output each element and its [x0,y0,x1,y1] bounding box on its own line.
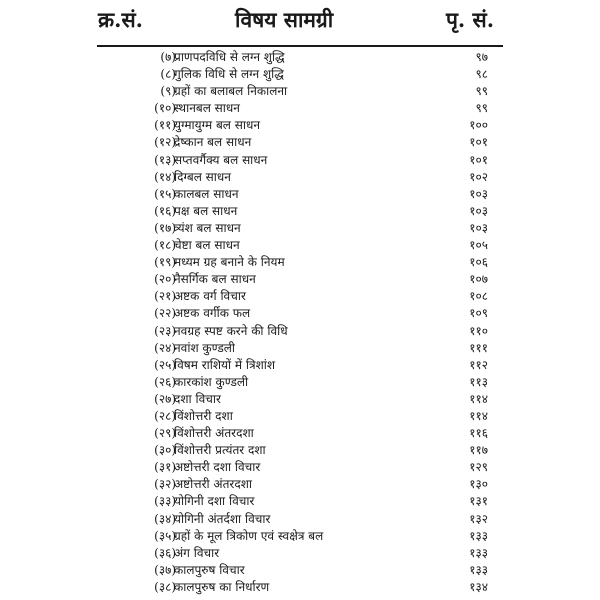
toc-entry [0,442,600,459]
entry-number: (७) [160,50,176,64]
entry-title: ग्रहों का बलाबल निकालना [174,84,288,99]
entry-page-number: १०५ [469,238,488,253]
entry-page-number: ९८ [475,67,488,82]
toc-entry [0,152,600,169]
entry-page-number: ११० [469,323,488,338]
entry-page-number: १३३ [469,528,488,543]
entry-title: अष्टोत्तरी दशा विचार [174,460,261,475]
toc-entry [0,134,600,151]
entry-title: नैसर्गिक बल साधन [174,272,256,287]
entry-title: पक्ष बल साधन [174,203,238,218]
entry-page-number: १३३ [469,545,488,560]
page-number-heading: पृ. सं. [446,7,495,32]
entry-page-number: १०७ [469,272,488,287]
toc-entry [0,220,600,237]
entry-page-number: १०८ [469,289,488,304]
entry-page-number: १०० [469,118,488,133]
entry-title: दशा विचार [174,391,221,406]
entry-title: सप्तवर्गैक्य बल साधन [174,152,268,167]
entry-page-number: ११३ [469,374,488,389]
contents-heading: विषय सामग्री [235,7,334,32]
entry-number: (३६) [154,545,176,560]
entry-number: (१४) [154,169,176,184]
entry-number: (१८) [154,238,176,253]
entry-number: (११) [154,118,176,133]
entry-title: अष्टोत्तरी अंतरदशा [174,477,252,492]
entry-number: (२५) [154,357,176,372]
entry-page-number: १०१ [469,152,488,167]
entry-title: योगिनी अंतर्दशा विचार [174,511,271,526]
entry-number: (२६) [154,374,176,389]
entry-number: (२२) [154,306,176,321]
entry-page-number: ११२ [469,357,488,372]
entry-title: मध्यम ग्रह बनाने के नियम [174,255,285,270]
entry-number: (२४) [154,340,176,355]
entry-title: योगिनी दशा विचार [174,494,255,509]
entry-page-number: ११४ [469,408,488,423]
entry-page-number: १०३ [469,186,488,201]
toc-entry [0,579,600,596]
entry-page-number: १०३ [469,220,488,235]
entry-number: (३१) [154,460,176,475]
entry-title: चेष्टा बल साधन [174,238,240,253]
toc-entry [0,408,600,425]
toc-entry [0,288,600,305]
entry-title: नवांश कुण्डली [174,340,235,355]
entry-number: (१७) [154,220,176,235]
serial-number-heading: क्र.सं. [98,7,143,32]
entry-page-number: १२९ [469,460,488,475]
toc-entry [0,83,600,100]
toc-entry [0,271,600,288]
toc-entry [0,493,600,510]
entry-page-number: १०२ [469,169,488,184]
entry-number: (३३) [154,494,176,509]
entry-title: अंग विचार [174,545,220,560]
toc-entry [0,425,600,442]
entry-number: (२०) [154,272,176,287]
toc-entry [0,186,600,203]
entry-title: विषम राशियों में त्रिशांश [174,357,276,372]
toc-entry [0,459,600,476]
toc-entry [0,528,600,545]
entry-title: कालपुरुष का निर्धारण [174,579,270,594]
entry-title: द्रेष्कान बल साधन [174,135,252,150]
entry-title: गुलिक विधि से लग्न शुद्धि [174,67,284,82]
entry-title: प्राणपदविधि से लग्न शुद्धि [174,50,285,64]
entry-title: विंशोत्तरी अंतरदशा [174,426,254,441]
toc-entry [0,476,600,493]
entry-page-number: १३२ [469,511,488,526]
entry-title: विंशोत्तरी प्रत्यंतर दशा [174,443,266,458]
entry-number: (३२) [154,477,176,492]
entry-number: (९) [160,84,176,99]
entry-page-number: ९९ [475,101,488,116]
toc-entry [0,323,600,340]
entry-title: नवग्रह स्पष्ट करने की विधि [174,323,288,338]
toc-entry [0,66,600,83]
entry-page-number: ११४ [469,391,488,406]
entry-page-number: ११६ [469,426,488,441]
entry-page-number: ९७ [475,50,488,64]
entry-number: (१२) [154,135,176,150]
entry-number: (२७) [154,391,176,406]
entry-title: युग्मायुग्म बल साधन [174,118,261,133]
toc-entry [0,545,600,562]
entry-number: (३८) [154,579,176,594]
entry-page-number: १०६ [469,255,488,270]
table-of-contents [0,49,600,596]
entry-number: (३४) [154,511,176,526]
entry-page-number: ११७ [469,443,488,458]
entry-number: (२८) [154,408,176,423]
toc-entry [0,357,600,374]
entry-page-number: १३३ [469,562,488,577]
toc-entry [0,203,600,220]
entry-page-number: १११ [469,340,488,355]
entry-title: कालपुरुष विचार [174,562,245,577]
entry-number: (३५) [154,528,176,543]
entry-title: अष्टक वर्गीक फल [174,306,251,321]
entry-title: ग्रहों के मूल त्रिकोण एवं स्वक्षेत्र बल [174,528,324,543]
entry-number: (२१) [154,289,176,304]
entry-number: (३७) [154,562,176,577]
toc-entry [0,374,600,391]
entry-number: (१०) [154,101,176,116]
header-divider [97,45,503,47]
toc-entry [0,340,600,357]
toc-entry [0,305,600,322]
entry-title: कालबल साधन [174,186,239,201]
toc-header [0,6,600,40]
entry-page-number: १३४ [469,579,488,594]
toc-entry [0,254,600,271]
entry-page-number: १०९ [469,306,488,321]
toc-entry [0,100,600,117]
entry-number: (८) [160,67,176,82]
entry-number: (२९) [154,426,176,441]
entry-title: स्थानबल साधन [174,101,240,116]
entry-number: (३०) [154,443,176,458]
entry-number: (१३) [154,152,176,167]
entry-title: कारकांश कुण्डली [174,374,249,389]
entry-title: विंशोत्तरी दशा [174,408,233,423]
entry-number: (१९) [154,255,176,270]
entry-page-number: १०१ [469,135,488,150]
entry-page-number: १३१ [469,494,488,509]
entry-page-number: १०३ [469,203,488,218]
toc-entry [0,237,600,254]
toc-entry [0,49,600,66]
entry-title: अष्टक वर्ग विचार [174,289,246,304]
toc-entry [0,169,600,186]
entry-title: दिग्बल साधन [174,169,231,184]
toc-entry [0,562,600,579]
entry-number: (१५) [154,186,176,201]
toc-entry [0,391,600,408]
entry-page-number: ९९ [475,84,488,99]
entry-page-number: १३० [469,477,488,492]
entry-number: (१६) [154,203,176,218]
toc-entry [0,117,600,134]
entry-title: त्र्यंश बल साधन [174,220,241,235]
entry-number: (२३) [154,323,176,338]
toc-entry [0,511,600,528]
